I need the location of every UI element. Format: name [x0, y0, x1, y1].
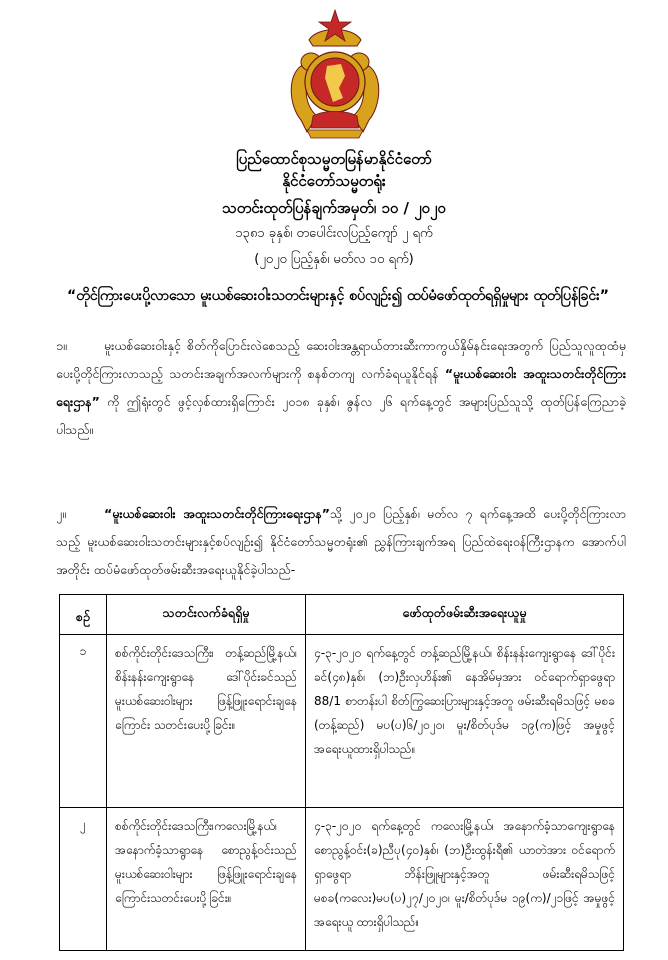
issuing-office: နိုင်ငံတော်သမ္မတရုံး	[282, 172, 386, 190]
state-seal-icon	[287, 6, 383, 140]
myanmar-date: ၁၃၈၁ ခုနှစ်၊ တပေါင်းလပြည့်ကျော် ၂ ရက်	[235, 226, 433, 241]
paragraph-text: ကို ဤရုံးတွင် ဖွင့်လှစ်ထားရှိကြောင်း ၂၀၁၈ ခုနှစ်၊ ဇွန်လ ၂၆ ရက်နေ့တွင် အများပြည်သူသို့ ထုတ်ပြန်ကြေညာခဲ့ပါသည်။	[56, 394, 626, 437]
cases-table	[59, 594, 624, 951]
gregorian-date: (၂၀၂၀ ပြည့်နှစ်၊ မတ်လ ၁၀ ရက်)	[254, 252, 414, 267]
column-header-info: သတင်းလက်ခံရရှိမှု	[107, 595, 306, 635]
paragraph-2	[56, 500, 626, 584]
document-title: ပြည်ထောင်စုသမ္မတမြန်မာနိုင်ငံတော်	[236, 150, 432, 168]
paragraph-bold-text: “မူးယစ်ဆေးဝါး အထူးသတင်းတိုင်ကြားရေးဌာန”	[104, 506, 331, 521]
paragraph-1	[56, 332, 626, 444]
paragraph-number: ၂။	[56, 506, 66, 521]
paragraph-number: ၁။	[56, 338, 67, 353]
paragraph-text: မူးယစ်ဆေးဝါးနှင့် စိတ်ကိုပြောင်းလဲစေသည့် ဆေးဝါးအန္တရာယ်တားဆီးကာကွယ်နှိမ်နင်းရေးအတွက် ပြည်သူလူထုထံမှ ပေးပို့တိုင်ကြားလာသည့် သတင်းအချက်အလက်များကို စနစ်တကျ လက်ခံရယူနိုင်ရန်	[56, 338, 626, 381]
column-header-number: စဉ်	[60, 595, 107, 635]
paragraph-text: သို့ ၂၀၂၀ ပြည့်နှစ်၊ မတ်လ ၇ ရက်နေ့အထိ ပေးပို့တိုင်ကြားလာသည့် မူးယစ်ဆေးဝါးသတင်းများနှင့်စပ်လျဉ်း၍ နိုင်ငံတော်သမ္မတရုံး၏ ညွှန်ကြားချက်အရ ပြည်ထဲရေးဝန်ကြီးဌာနက အောက်ပါအတိုင်း ထပ်မံဖော်ထုတ်ဖမ်းဆီးအရေးယူနိုင်ခဲ့ပါသည်-	[56, 506, 626, 577]
notice-number: သတင်းထုတ်ပြန်ချက်အမှတ်၊ ၁၀ / ၂၀၂၀	[222, 199, 446, 217]
table-header-row	[60, 595, 624, 635]
cell-number: ၁	[60, 635, 107, 808]
table-row	[60, 808, 624, 951]
cell-action: ၄-၃-၂၀၂၀ ရက်နေ့တွင် တန့်ဆည်မြို့နယ်၊ စိန်းနန်းကျေးရွာနေ ဒေါ်ပိုင်းခင်(၄၈)နှစ်၊ (ဘ)ဦးလှဟိန်း၏ နေအိမ်မှအား ဝင်ရောက်ရှာဖွေရာ 88/1 စာတန်းပါ စိတ်ကြွဆေးပြားများနှင့်အတူ ဖမ်းဆီးရမိသဖြင့် မစခ (တန့်ဆည်) မပ(ပ)၆/၂၀၂၀၊ မူး/စိတ်ပုဒ်မ ၁၉(က)ဖြင့် အမှုဖွင့် အရေးယူထားရှိပါသည်။	[306, 635, 624, 808]
subject-line: “တိုင်ကြားပေးပို့လာသော မူးယစ်ဆေးဝါးသတင်းများနှင့် စပ်လျဉ်း၍ ထပ်မံဖော်ထုတ်ရရှိမှုများ ထုတ်ပြန်ခြင်း”	[67, 288, 609, 304]
column-header-action: ဖော်ထုတ်ဖမ်းဆီးအရေးယူမှု	[306, 595, 624, 635]
table-row	[60, 635, 624, 808]
paragraph-bold-text: “မူးယစ်ဆေးဝါး အထူးသတင်းတိုင်ကြားရေးဌာန”	[56, 366, 626, 409]
cell-action: ၄-၃-၂၀၂၀ ရက်နေ့တွင် ကလေးမြို့နယ်၊ အနောက်ခံ့သာကျေးရွာနေ စောညွန့်ဝင်း(ခ)ညီပု(၄၀)နှစ်၊ (ဘ)ဦးထွန်းရီ၏ ယာတဲအား ဝင်ရောက်ရှာဖွေရာ ဘိန်းဖြူများနှင့်အတူ ဖမ်းဆီးရမိသဖြင့် မစခ(ကလေး)မပ(ပ)၂၇/၂၀၂၀၊ မူး/စိတ်ပုဒ်မ ၁၉(က)/၂၁ဖြင့် အမှုဖွင့်အရေးယူ ထားရှိပါသည်။	[306, 808, 624, 951]
cell-info: စစ်ကိုင်းတိုင်းဒေသကြီး၊ကလေးမြို့နယ်၊ အနောက်ခံ့သာရွာနေ စောညွန့်ဝင်းသည် မူးယစ်ဆေးဝါးများ ဖြန့်ဖြူးရောင်းချနေကြောင်းသတင်းပေးပို့ခြင်း။	[107, 808, 306, 951]
cell-number: ၂	[60, 808, 107, 951]
cell-info: စစ်ကိုင်းတိုင်းဒေသကြီး၊ တန့်ဆည်မြို့နယ်၊ စိန်းနန်းကျေးရွာနေ ဒေါ်ပိုင်းခင်သည် မူးယစ်ဆေးဝါးများ ဖြန့်ဖြူးရောင်းချနေကြောင်း သတင်းပေးပို့ခြင်း။	[107, 635, 306, 808]
